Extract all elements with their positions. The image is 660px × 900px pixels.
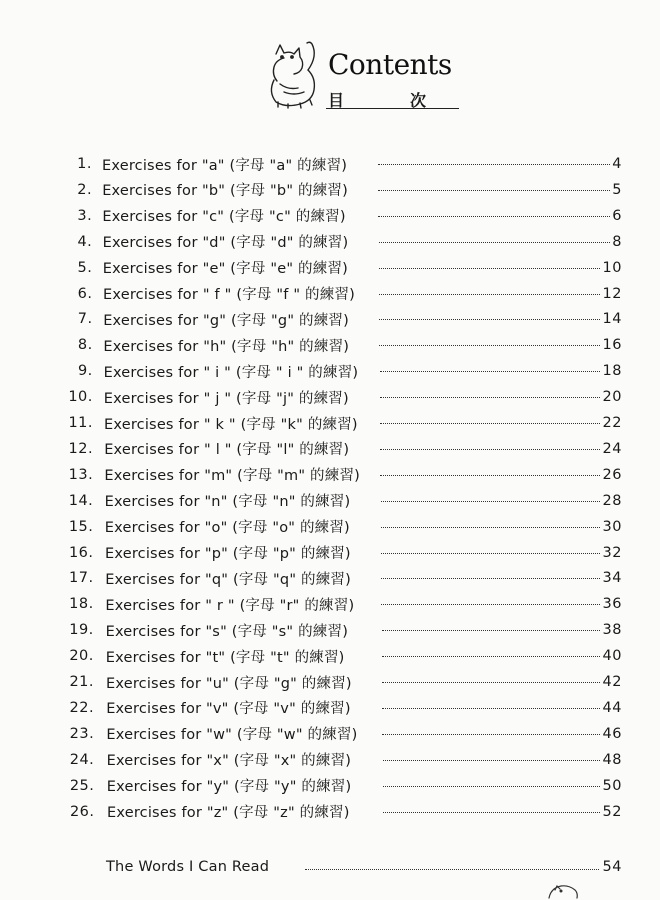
toc-entry-text: Exercises for " k " (字母 "k" 的練習) (104, 416, 358, 433)
toc-page-number: 40 (602, 648, 622, 665)
toc-entry-text: Exercises for "a" (字母 "a" 的練習) (102, 157, 348, 174)
toc-entry-text: Exercises for "x" (字母 "x" 的練習) (106, 753, 352, 770)
cat-footer-icon (545, 880, 581, 900)
dot-leader (380, 449, 600, 450)
toc-page-number: 16 (602, 337, 622, 354)
toc-entry-text: Exercises for " l " (字母 "l" 的練習) (104, 442, 350, 459)
toc-entry-text: Exercises for "g" (字母 "g" 的練習) (103, 312, 349, 329)
dot-leader (379, 242, 610, 243)
toc-row[interactable] (0, 152, 660, 176)
dot-leader (380, 423, 600, 424)
toc-row[interactable] (0, 592, 660, 616)
toc-page-number: 20 (602, 389, 622, 406)
toc-page-number: 22 (602, 415, 622, 431)
toc-entry-text: Exercises for "p" (字母 "p" 的練習) (105, 546, 351, 562)
toc-entry-number: 9. (77, 363, 93, 380)
toc-row[interactable] (0, 774, 660, 798)
toc-entry-number: 21. (69, 674, 94, 690)
toc-entry-text: Exercises for "c" (字母 "c" 的練習) (102, 209, 346, 226)
toc-entry-number: 8. (77, 337, 93, 354)
toc-page-number: 14 (602, 311, 622, 328)
dot-leader (381, 501, 600, 502)
toc-page-number: 18 (602, 363, 622, 380)
toc-entry-text: Exercises for " r " (字母 "r" 的練習) (105, 597, 355, 614)
toc-row[interactable] (0, 282, 660, 306)
toc-entry-number: 23. (69, 725, 95, 742)
toc-row[interactable] (0, 385, 660, 409)
toc-entry-number: 14. (68, 492, 94, 509)
toc-page-number: 46 (602, 725, 622, 742)
title-zh-char-2: 次 (409, 91, 426, 110)
toc-row[interactable] (0, 618, 660, 642)
dot-leader (381, 553, 600, 554)
toc-page-number: 24 (602, 440, 622, 457)
dot-leader (382, 630, 600, 631)
dot-leader (381, 604, 600, 605)
toc-page-number: 52 (602, 803, 622, 820)
dot-leader (379, 319, 600, 320)
toc-row[interactable] (0, 437, 660, 461)
dot-leader (305, 869, 599, 870)
toc-page-number: 44 (602, 699, 622, 716)
toc-page-number: 30 (602, 518, 622, 535)
toc-page-number: 6 (612, 207, 622, 224)
toc-entry-number: 2. (77, 181, 93, 198)
dot-leader (383, 786, 600, 787)
toc-entry-number: 4. (77, 233, 93, 250)
dot-leader (380, 475, 600, 476)
toc-page-number: 54 (602, 859, 622, 875)
dot-leader (379, 294, 600, 295)
toc-row[interactable] (0, 566, 660, 590)
toc-row[interactable] (0, 463, 660, 487)
toc-entry-number: 5. (77, 259, 93, 276)
toc-row[interactable] (0, 696, 660, 720)
toc-entry-number: 26. (69, 803, 95, 820)
toc-entry-text: Exercises for "h" (字母 "h" 的練習) (103, 338, 350, 355)
toc-page-number: 12 (602, 285, 622, 302)
toc-entry-text: Exercises for "q" (字母 "q" 的練習) (105, 571, 351, 588)
toc-page-number: 28 (602, 492, 622, 509)
toc-row[interactable] (0, 178, 660, 202)
toc-row[interactable] (0, 204, 660, 228)
toc-page-number: 34 (602, 570, 622, 587)
toc-entry-text: Exercises for "v" (字母 "v" 的練習) (106, 701, 351, 718)
toc-entry-number: 13. (68, 466, 94, 483)
toc-row[interactable] (0, 489, 660, 513)
dot-leader (379, 345, 600, 346)
toc-page-number: 5 (612, 181, 622, 198)
toc-entry-text: The Words I Can Read (106, 859, 270, 875)
dot-leader (378, 164, 610, 165)
toc-row[interactable] (0, 515, 660, 539)
toc-row[interactable] (0, 333, 660, 357)
toc-entry-text: Exercises for "b" (字母 "b" 的練習) (102, 183, 348, 200)
dot-leader (383, 812, 600, 813)
dot-leader (382, 708, 600, 709)
toc-row[interactable] (0, 230, 660, 254)
toc-entry-number: 1. (77, 156, 92, 172)
contents-header (262, 38, 462, 114)
toc-entry-number: 20. (69, 648, 94, 665)
dot-leader (381, 527, 600, 528)
toc-page-number: 48 (602, 751, 622, 768)
toc-page-number: 38 (602, 622, 622, 639)
dot-leader (378, 190, 610, 191)
toc-final-entry[interactable] (0, 855, 660, 879)
toc-entry-number: 17. (69, 570, 94, 587)
toc-entry-text: Exercises for " f " (字母 "f " 的練習) (103, 287, 356, 303)
toc-row[interactable] (0, 722, 660, 746)
toc-entry-number: 24. (69, 751, 95, 768)
toc-entry-text: Exercises for " j " (字母 "j" 的練習) (103, 390, 349, 407)
toc-entry-text: Exercises for "s" (字母 "s" 的練習) (105, 623, 349, 640)
toc-row[interactable] (0, 748, 660, 772)
toc-entry-text: Exercises for "o" (字母 "o" 的練習) (104, 520, 350, 537)
toc-entry-number: 6. (77, 285, 93, 302)
toc-row[interactable] (0, 541, 660, 565)
toc-page-number: 36 (602, 596, 622, 613)
dot-leader (383, 760, 600, 761)
toc-entry-text: Exercises for "u" (字母 "g" 的練習) (106, 675, 352, 692)
title-zh-char-1: 目 (328, 91, 345, 110)
toc-entry-number: 15. (68, 518, 94, 535)
toc-entry-number: 18. (69, 596, 94, 613)
toc-page-number: 42 (602, 674, 622, 690)
toc-row[interactable] (0, 670, 660, 694)
toc-entry-number: 7. (77, 311, 93, 328)
toc-row[interactable] (0, 307, 660, 331)
toc-page-number: 50 (602, 777, 622, 794)
toc-entry-number: 16. (68, 544, 94, 561)
toc-entry-text: Exercises for " i " (字母 " i " 的練習) (103, 364, 359, 381)
toc-page-number: 10 (602, 259, 622, 276)
toc-row[interactable] (0, 800, 660, 824)
toc-page-number: 26 (602, 466, 622, 483)
dot-leader (378, 216, 610, 217)
toc-entry-text: Exercises for "t" (字母 "t" 的練習) (105, 649, 345, 666)
toc-entry-text: Exercises for "m" (字母 "m" 的練習) (104, 468, 361, 485)
toc-entry-text: Exercises for "w" (字母 "w" 的練習) (106, 727, 358, 744)
toc-entry-number: 3. (77, 207, 93, 224)
toc-entry-text: Exercises for "n" (字母 "n" 的練習) (104, 494, 351, 511)
toc-row[interactable] (0, 644, 660, 668)
toc-entry-number: 12. (68, 440, 94, 457)
dot-leader (380, 371, 600, 372)
toc-row[interactable] (0, 359, 660, 383)
toc-entry-text: Exercises for "d" (字母 "d" 的練習) (102, 235, 349, 252)
toc-entry-number: 22. (69, 699, 95, 716)
dot-leader (380, 397, 600, 398)
toc-page-number: 8 (612, 233, 622, 250)
cat-icon (262, 40, 332, 110)
toc-page-number: 32 (602, 544, 622, 561)
toc-entry-number: 19. (69, 622, 94, 639)
toc-row[interactable] (0, 411, 660, 435)
dot-leader (382, 734, 600, 735)
toc-page-number: 4 (612, 156, 622, 172)
dot-leader (379, 268, 600, 269)
dot-leader (382, 656, 600, 657)
toc-entry-text: Exercises for "e" (字母 "e" 的練習) (102, 261, 349, 278)
toc-entry-number: 10. (68, 389, 93, 406)
toc-entry-number: 25. (69, 777, 95, 794)
toc-entry-number: 11. (68, 415, 93, 431)
title-underline (326, 108, 459, 109)
contents-title: Contents (328, 48, 452, 81)
dot-leader (381, 578, 600, 579)
dot-leader (382, 682, 600, 683)
toc-row[interactable] (0, 256, 660, 280)
toc-entry-text: Exercises for "y" (字母 "y" 的練習) (106, 779, 352, 796)
toc-entry-text: Exercises for "z" (字母 "z" 的練習) (107, 805, 350, 821)
